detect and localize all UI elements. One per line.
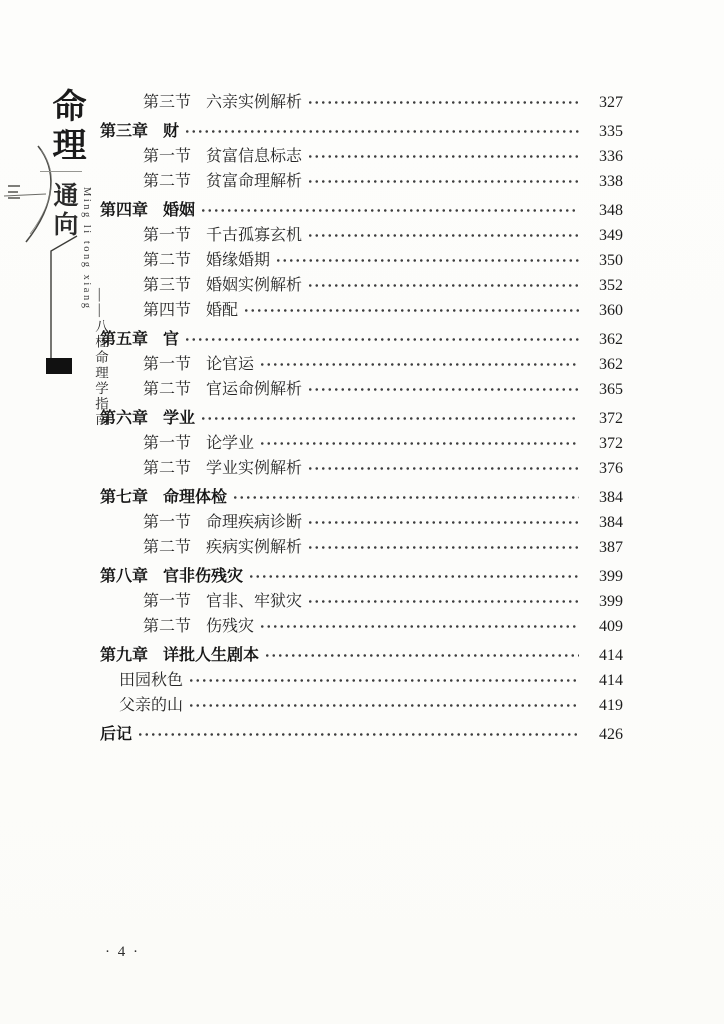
toc-entry-label: 第四节 bbox=[143, 302, 192, 319]
toc-entry bbox=[100, 144, 623, 169]
toc-entry-title: 疾病实例解析 bbox=[206, 539, 303, 556]
toc-entry bbox=[100, 248, 623, 273]
toc-entry-title: 命理体检 bbox=[163, 489, 228, 506]
dot-leader bbox=[184, 119, 579, 144]
brand-frame-decoration bbox=[40, 228, 100, 388]
toc-entry-page: 372 bbox=[599, 410, 623, 427]
toc-entry-page: 414 bbox=[599, 647, 623, 664]
toc-entry-title: 学业 bbox=[163, 410, 196, 427]
toc-entry-page: 362 bbox=[599, 331, 623, 348]
toc-entry-label: 第二节 bbox=[143, 539, 192, 556]
toc-entry-page: 327 bbox=[599, 94, 623, 111]
toc-entry bbox=[100, 614, 623, 639]
toc-entry-title: 论官运 bbox=[206, 356, 255, 373]
dot-leader bbox=[307, 456, 579, 481]
brand-romanization: Ming li tong xiang bbox=[81, 187, 92, 311]
dot-leader bbox=[248, 564, 579, 589]
page-number: · 4 · bbox=[105, 944, 140, 960]
brand-book-subtitle: 通向 bbox=[50, 182, 78, 240]
dot-leader bbox=[307, 273, 579, 298]
toc-entry-title: 财 bbox=[163, 123, 180, 140]
dot-leader bbox=[188, 693, 579, 718]
dot-leader bbox=[307, 377, 579, 402]
toc-entry-title: 六亲实例解析 bbox=[206, 94, 303, 111]
toc-entry-page: 360 bbox=[599, 302, 623, 319]
toc-entry-page: 399 bbox=[599, 568, 623, 585]
toc-entry-page: 338 bbox=[599, 173, 623, 190]
toc-entry-title: 千古孤寡玄机 bbox=[206, 227, 303, 244]
toc-entry bbox=[100, 298, 623, 323]
toc-entry-label: 第一节 bbox=[143, 148, 192, 165]
toc-entry bbox=[100, 535, 623, 560]
toc-entry-page: 384 bbox=[599, 514, 623, 531]
toc-entry bbox=[100, 90, 623, 115]
toc-entry-title: 后记 bbox=[100, 726, 133, 743]
toc-entry-page: 387 bbox=[599, 539, 623, 556]
toc-entry-page: 419 bbox=[599, 697, 623, 714]
toc-entry bbox=[100, 327, 623, 352]
toc-entry-label: 第六章 bbox=[100, 410, 149, 427]
toc-entry-page: 372 bbox=[599, 435, 623, 452]
toc-entry-title: 论学业 bbox=[206, 435, 255, 452]
brand-mark-glyph bbox=[8, 186, 20, 198]
toc-entry bbox=[100, 693, 623, 718]
toc-entry-page: 350 bbox=[599, 252, 623, 269]
dot-leader bbox=[275, 248, 579, 273]
toc-entry-label: 第三节 bbox=[143, 277, 192, 294]
toc-entry-title: 婚姻实例解析 bbox=[206, 277, 303, 294]
toc-entry-label: 第八章 bbox=[100, 568, 149, 585]
dot-leader bbox=[188, 668, 579, 693]
toc-entry-title: 伤残灾 bbox=[206, 618, 255, 635]
toc-entry-page: 352 bbox=[599, 277, 623, 294]
dot-leader bbox=[259, 431, 579, 456]
toc-entry-label: 第一节 bbox=[143, 593, 192, 610]
dot-leader bbox=[307, 589, 579, 614]
toc-entry-page: 409 bbox=[599, 618, 623, 635]
toc-entry bbox=[100, 352, 623, 377]
toc-entry bbox=[100, 406, 623, 431]
toc-entry-page: 336 bbox=[599, 148, 623, 165]
toc-entry bbox=[100, 169, 623, 194]
toc-entry-label: 第一节 bbox=[143, 514, 192, 531]
toc-entry-label: 第九章 bbox=[100, 647, 149, 664]
toc-entry-page: 348 bbox=[599, 202, 623, 219]
toc-entry-label: 第三章 bbox=[100, 123, 149, 140]
brand-black-block bbox=[46, 358, 72, 374]
dot-leader bbox=[200, 198, 579, 223]
brand-book-title: 命理 bbox=[47, 88, 85, 166]
dot-leader bbox=[307, 90, 579, 115]
toc-entry bbox=[100, 668, 623, 693]
brand-tagline: ——八柱命理学指南 bbox=[93, 288, 108, 428]
toc-entry-page: 365 bbox=[599, 381, 623, 398]
toc-entry bbox=[100, 223, 623, 248]
dot-leader bbox=[137, 722, 579, 747]
toc-entry bbox=[100, 198, 623, 223]
dot-leader bbox=[259, 352, 579, 377]
toc-entry-page: 399 bbox=[599, 593, 623, 610]
toc-entry-page: 335 bbox=[599, 123, 623, 140]
brand-divider-line bbox=[40, 171, 82, 172]
dot-leader bbox=[243, 298, 579, 323]
toc-entry-page: 376 bbox=[599, 460, 623, 477]
toc-entry-title: 学业实例解析 bbox=[206, 460, 303, 477]
toc-entry bbox=[100, 722, 623, 747]
toc-entry-page: 384 bbox=[599, 489, 623, 506]
toc-entry-label: 第七章 bbox=[100, 489, 149, 506]
toc-entry-label: 第三节 bbox=[143, 94, 192, 111]
dot-leader bbox=[184, 327, 579, 352]
toc-entry-label: 第二节 bbox=[143, 252, 192, 269]
toc-entry-title: 命理疾病诊断 bbox=[206, 514, 303, 531]
toc-entry-title: 婚姻 bbox=[163, 202, 196, 219]
toc-entry-page: 362 bbox=[599, 356, 623, 373]
toc-entry bbox=[100, 273, 623, 298]
toc-entry-page: 414 bbox=[599, 672, 623, 689]
toc-entry-title: 官 bbox=[163, 331, 180, 348]
toc-entry-page: 426 bbox=[599, 726, 623, 743]
dot-leader bbox=[307, 144, 579, 169]
toc-entry-title: 田园秋色 bbox=[119, 672, 184, 689]
toc-entry-page: 349 bbox=[599, 227, 623, 244]
toc-entry-label: 第五章 bbox=[100, 331, 149, 348]
toc-entry bbox=[100, 589, 623, 614]
toc-entry-label: 第一节 bbox=[143, 356, 192, 373]
toc-entry-title: 官运命例解析 bbox=[206, 381, 303, 398]
toc-entry-title: 贫富命理解析 bbox=[206, 173, 303, 190]
dot-leader bbox=[307, 535, 579, 560]
dot-leader bbox=[307, 510, 579, 535]
toc bbox=[100, 90, 623, 747]
toc-entry bbox=[100, 377, 623, 402]
toc-entry-label: 第一节 bbox=[143, 435, 192, 452]
toc-entry-label: 第二节 bbox=[143, 460, 192, 477]
toc-entry-title: 官非、牢狱灾 bbox=[206, 593, 303, 610]
dot-leader bbox=[264, 643, 579, 668]
dot-leader bbox=[200, 406, 579, 431]
toc-entry bbox=[100, 510, 623, 535]
toc-entry-title: 贫富信息标志 bbox=[206, 148, 303, 165]
toc-entry-label: 第二节 bbox=[143, 381, 192, 398]
dot-leader bbox=[232, 485, 579, 510]
dot-leader bbox=[307, 169, 579, 194]
toc-entry-label: 第一节 bbox=[143, 227, 192, 244]
dot-leader bbox=[259, 614, 579, 639]
toc-entry-label: 第四章 bbox=[100, 202, 149, 219]
toc-entry bbox=[100, 643, 623, 668]
toc-entry-title: 婚缘婚期 bbox=[206, 252, 271, 269]
toc-entry bbox=[100, 485, 623, 510]
dot-leader bbox=[307, 223, 579, 248]
toc-entry bbox=[100, 564, 623, 589]
toc-entry bbox=[100, 456, 623, 481]
toc-entry bbox=[100, 119, 623, 144]
toc-entry-title: 详批人生剧本 bbox=[163, 647, 260, 664]
toc-entry-label: 第二节 bbox=[143, 618, 192, 635]
toc-entry-title: 官非伤残灾 bbox=[163, 568, 244, 585]
toc-entry-title: 父亲的山 bbox=[119, 697, 184, 714]
toc-entry-title: 婚配 bbox=[206, 302, 239, 319]
toc-list bbox=[100, 90, 623, 747]
toc-entry bbox=[100, 431, 623, 456]
toc-entry-label: 第二节 bbox=[143, 173, 192, 190]
